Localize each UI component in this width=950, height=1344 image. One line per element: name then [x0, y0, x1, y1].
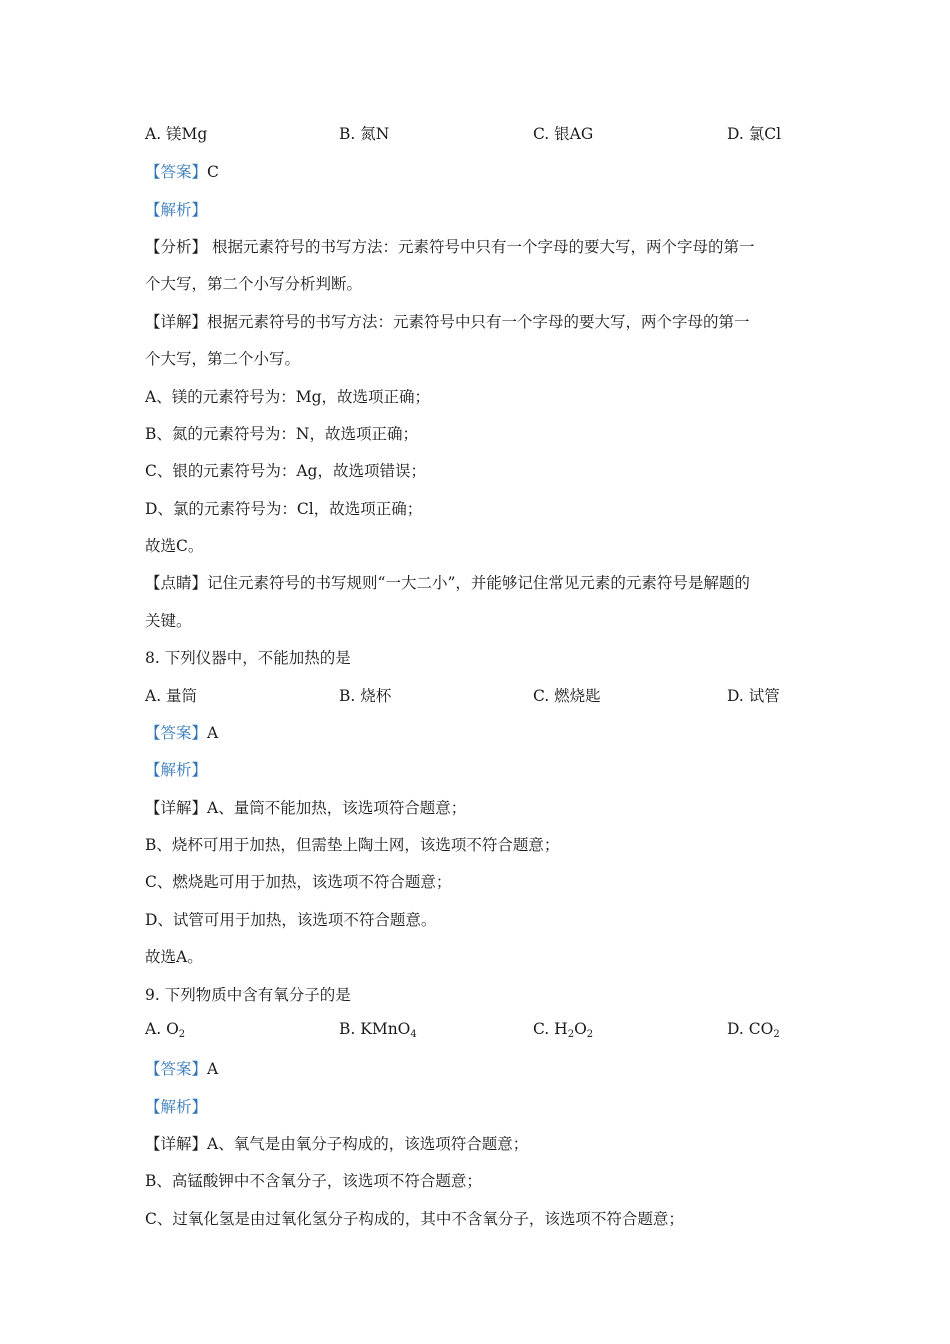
dianjing-tag: 【点睛】 [145, 574, 208, 592]
q8-option-d: D. 试管 [727, 687, 780, 705]
q9-option-d: D. $CO_2$ [727, 1020, 780, 1040]
answer-tag: 【答案】 [145, 163, 208, 181]
detail-tag: 【详解】 [145, 1135, 208, 1153]
q7-option-a: A. 镁Mg [145, 125, 208, 143]
q7-dianjing-line-2: 关键。 [145, 612, 192, 630]
answer-tag: 【答案】 [145, 1060, 208, 1078]
q8-option-b: B. 烧杯 [339, 687, 392, 705]
q9-analysis [145, 1095, 207, 1117]
q7-detail-a: A、镁的元素符号为：Mg，故选项正确； [145, 388, 430, 406]
q8-option-c: C. 燃烧匙 [533, 687, 601, 705]
q7-detail-b: B、氮的元素符号为：N，故选项正确； [145, 425, 418, 443]
q7-option-d: D. 氯Cl [727, 125, 782, 143]
q9-detail-b: B、高锰酸钾中不含氧分子，该选项不符合题意； [145, 1172, 482, 1190]
q9-question: 9. 下列物质中含有氧分子的是 [145, 986, 351, 1004]
analysis-tag: 【解析】 [145, 201, 208, 219]
detail-tag: 【详解】 [145, 313, 208, 331]
q7-conclusion: 故选C。 [145, 537, 204, 555]
q9-option-b: B. KMnO$_4$ [339, 1020, 417, 1040]
q8-detail-b: B、烧杯可用于加热，但需垫上陶土网，该选项不符合题意； [145, 836, 560, 854]
q8-detail-a [145, 796, 466, 818]
q9-option-a: A. $O_2$ [145, 1020, 186, 1040]
fenxi-tag: 【分析】 [145, 238, 208, 256]
q8-detail-d: D、试管可用于加热，该选项不符合题意。 [145, 911, 437, 929]
q8-analysis [145, 758, 207, 780]
q9-options [145, 1020, 845, 1044]
q7-answer [145, 160, 219, 182]
answer-value: A [207, 724, 219, 742]
q8-option-a: A. 量筒 [145, 687, 198, 705]
q7-detail-c: C、银的元素符号为：Ag，故选项错误； [145, 462, 426, 480]
answer-value: A [207, 1060, 219, 1078]
detail-tag: 【详解】 [145, 799, 208, 817]
q7-fenxi-line-2: 个大写，第二个小写分析判断。 [145, 275, 363, 293]
answer-value: C [207, 163, 219, 181]
q8-answer [145, 721, 218, 743]
dianjing-text: 记住元素符号的书写规则“一大二小”，并能够记住常见元素的元素符号是解题的 [207, 574, 750, 592]
q7-option-b: B. 氮N [339, 125, 390, 143]
q7-fenxi-line-1 [145, 235, 754, 257]
q8-detail-c: C、燃烧匙可用于加热，该选项不符合题意； [145, 873, 452, 891]
q7-detail-line-2: 个大写，第二个小写。 [145, 350, 301, 368]
q9-detail-a [145, 1132, 528, 1154]
q8-options [145, 684, 845, 708]
q7-dianjing-line-1 [145, 571, 750, 593]
answer-tag: 【答案】 [145, 724, 208, 742]
q7-detail-d: D、氯的元素符号为：Cl，故选项正确； [145, 500, 423, 518]
detail-text: A、氧气是由氧分子构成的，该选项符合题意； [207, 1135, 529, 1153]
q8-question: 8. 下列仪器中，不能加热的是 [145, 649, 351, 667]
analysis-tag: 【解析】 [145, 1098, 208, 1116]
detail-text: A、量筒不能加热，该选项符合题意； [207, 799, 467, 817]
q9-detail-c: C、过氧化氢是由过氧化氢分子构成的，其中不含氧分子，该选项不符合题意； [145, 1210, 684, 1228]
fenxi-text: 根据元素符号的书写方法：元素符号中只有一个字母的要大写，两个字母的第一 [207, 238, 755, 256]
q7-analysis [145, 198, 207, 220]
q9-answer [145, 1057, 218, 1079]
analysis-tag: 【解析】 [145, 761, 208, 779]
q7-option-c: C. 银AG [533, 125, 594, 143]
detail-text: 根据元素符号的书写方法：元素符号中只有一个字母的要大写，两个字母的第一 [207, 313, 750, 331]
q8-conclusion: 故选A。 [145, 948, 203, 966]
q7-options [145, 122, 845, 146]
q7-detail-line-1 [145, 310, 750, 332]
q9-option-c: C. $H_2O_2$ [533, 1020, 594, 1040]
